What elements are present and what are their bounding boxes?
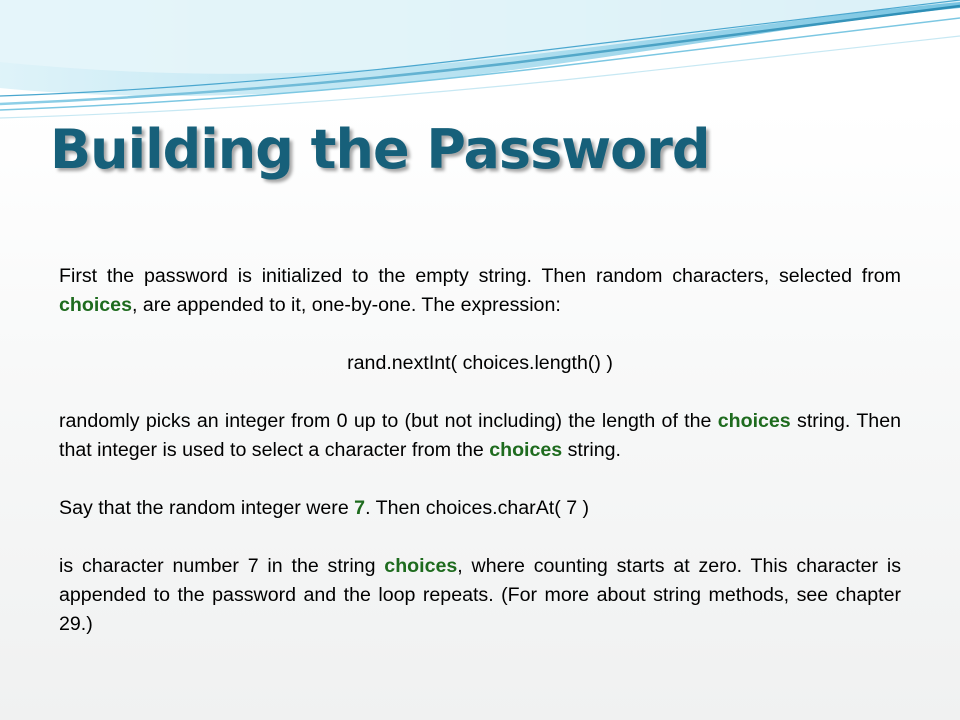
keyword-choices: choices bbox=[384, 555, 458, 577]
slide-title: Building the Password bbox=[50, 118, 710, 181]
header-wave-decoration bbox=[0, 0, 960, 120]
paragraph-conclusion bbox=[59, 552, 901, 639]
keyword-choices: choices bbox=[717, 410, 791, 432]
paragraph-example bbox=[59, 494, 901, 523]
text: . Then choices.charAt( 7 ) bbox=[365, 497, 590, 519]
slide-body bbox=[59, 262, 901, 639]
keyword-choices: choices bbox=[489, 439, 563, 461]
keyword-choices: choices bbox=[59, 294, 132, 316]
text: Say that the random integer were bbox=[59, 497, 355, 519]
code-expression: rand.nextInt( choices.length() ) bbox=[347, 352, 613, 374]
text: is character number 7 in the string bbox=[59, 555, 385, 577]
paragraph-intro bbox=[59, 262, 901, 320]
text: , are appended to it, one-by-one. The expression: bbox=[131, 294, 561, 316]
text: string. Then that integer is used to select a character from the bbox=[59, 410, 901, 461]
paragraph-explanation bbox=[59, 407, 901, 465]
text: First the password is initialized to the empty string. Then random characters, selected from bbox=[59, 265, 901, 287]
keyword-seven: 7 bbox=[354, 497, 366, 519]
text: , where counting starts at zero. This character is appended to the password and the loop repeats. (For more about string methods, see chapter 29.) bbox=[59, 555, 902, 635]
text: randomly picks an integer from 0 up to (but not including) the length of the bbox=[59, 410, 718, 432]
text: string. bbox=[562, 439, 621, 461]
